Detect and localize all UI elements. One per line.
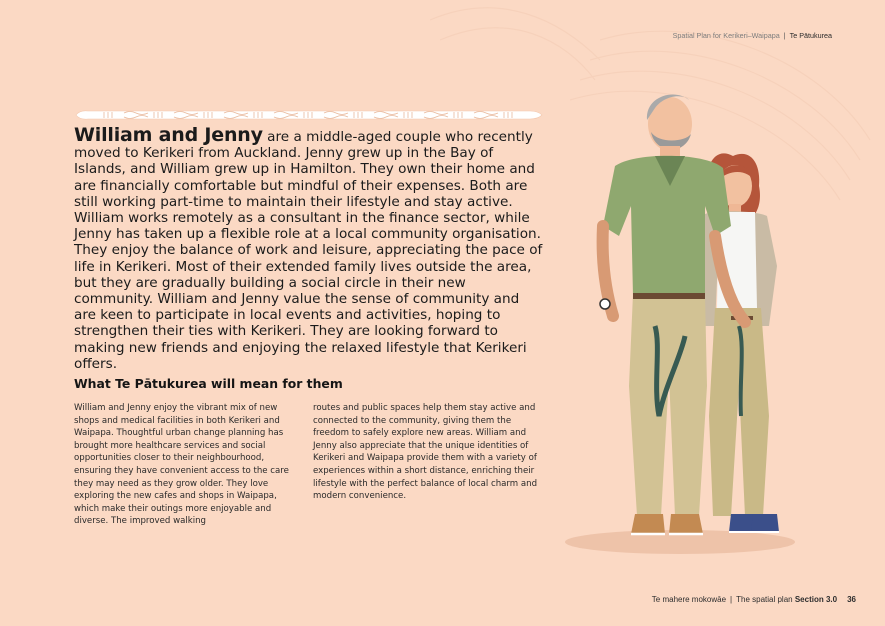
section-heading: What Te Pātukurea will mean for them [74, 376, 343, 391]
page-number: 36 [847, 595, 856, 604]
footer-separator: | [730, 595, 733, 604]
running-footer [652, 595, 856, 604]
footer-chapter: Te mahere mokowāe [651, 595, 727, 604]
koru-pattern-divider [74, 108, 544, 122]
document-subtitle: Te Pātukurea [789, 31, 832, 40]
body-column-2: routes and public spaces help them stay active and connected to the community, giving them the freedom to safely explore new areas. William and Jenny also appreciate that the unique identities of Kerikeri and Waipapa provide them with a variety of experiences within a short distance, enriching their lifestyle with the perfect balance of local charm and modern convenience. [313, 403, 538, 502]
intro-paragraph [74, 124, 544, 372]
intro-body: are a middle-aged couple who recently moved to Kerikeri from Auckland. Jenny grew up in the Bay of Islands, and William grew up in Hamilton. They own their home and are financially comfortable but mindful of their expenses. Both are still working part-time to maintain their lifestyle and stay active. William works remotely as a consultant in the finance sector, while Jenny has taken up a flexible role at a local community organisation. They enjoy the balance of work and leisure, appreciating the pace of life in Kerikeri. Most of their extended family lives outside the area, but they are gradually building a social circle in their new community. William and Jenny value the sense of community and are keen to participate in local events and activities, hoping to strengthen their ties with Kerikeri. They are looking forward to making new friends and enjoying the relaxed lifestyle that Kerikeri offers. [74, 129, 543, 372]
footer-part: The spatial plan [736, 595, 793, 604]
running-header [673, 31, 832, 40]
couple-illustration [555, 86, 825, 556]
body-column-1: William and Jenny enjoy the vibrant mix of new shops and medical facilities in both Kerikeri and Waipapa. Thoughtful urban change planning has brought more healthcare services and social opportunities closer to their neighbourhood, ensuring they have convenient access to the care they may need as they grow older. They love exploring the new cafes and shops in Waipapa, which make their outings more enjoyable and diverse. The improved walking [74, 403, 289, 527]
header-separator: | [783, 31, 786, 40]
footer-section: Section 3.0 [794, 595, 838, 604]
persona-names: William and Jenny [74, 124, 263, 146]
document-title: Spatial Plan for Kerikeri–Waipapa [672, 31, 780, 40]
